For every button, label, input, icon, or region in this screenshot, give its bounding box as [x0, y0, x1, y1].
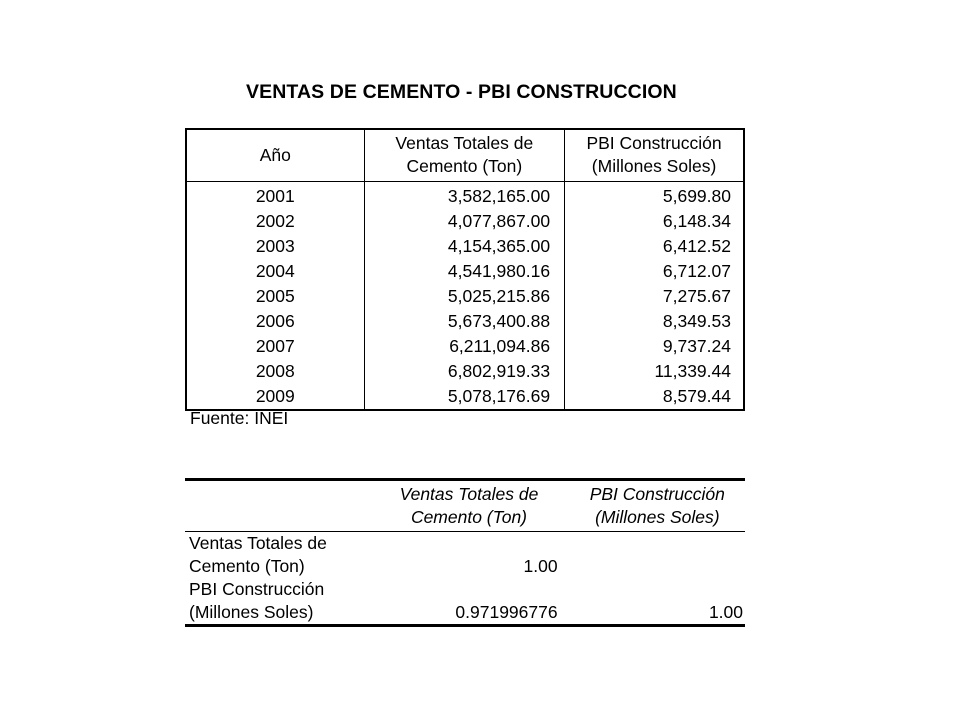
corr-row-label [185, 532, 368, 579]
corr-header-pbi-line1: PBI Construcción [589, 484, 725, 504]
sales-cell: 5,673,400.88 [364, 309, 565, 334]
table-row [186, 384, 744, 410]
year-cell: 2005 [186, 284, 364, 309]
sales-cell: 4,077,867.00 [364, 209, 565, 234]
table-row [185, 578, 745, 626]
header-year: Año [186, 129, 364, 181]
header-pbi [565, 129, 744, 181]
corr-row-label-line2: (Millones Soles) [189, 602, 314, 622]
corr-row-label-line2: Cemento (Ton) [189, 556, 305, 576]
table-row [186, 359, 744, 384]
pbi-cell: 6,712.07 [662, 260, 731, 281]
correlation-table [185, 478, 745, 627]
sales-cell: 5,025,215.86 [364, 284, 565, 309]
table-row [185, 532, 745, 579]
header-pbi-line1: PBI Construcción [586, 133, 722, 154]
corr-header-empty [185, 480, 368, 532]
year-cell: 2004 [186, 259, 364, 284]
table-row [186, 181, 744, 209]
pbi-cell: 8,349.53 [662, 310, 731, 331]
year-cell: 2006 [186, 309, 364, 334]
table-row [186, 284, 744, 309]
corr-header-pbi [570, 480, 745, 532]
sales-cell: 5,078,176.69 [364, 384, 565, 410]
corr-row-label-line1: Ventas Totales de [189, 533, 327, 553]
sales-cell: 6,802,919.33 [364, 359, 565, 384]
pbi-cell: 11,339.44 [654, 360, 731, 381]
year-cell: 2002 [186, 209, 364, 234]
corr-sales-cell: 1.00 [523, 556, 558, 576]
pbi-cell: 7,275.67 [662, 285, 731, 306]
correlation-table-header [185, 480, 745, 532]
year-cell: 2008 [186, 359, 364, 384]
sales-cell: 4,154,365.00 [364, 234, 565, 259]
corr-row-label [185, 578, 368, 626]
pbi-cell: 6,148.34 [662, 210, 731, 231]
pbi-cell: 6,412.52 [662, 235, 731, 256]
table-row [186, 234, 744, 259]
table-row [186, 309, 744, 334]
table-row [186, 209, 744, 234]
year-cell: 2009 [186, 384, 364, 410]
year-cell: 2001 [186, 181, 364, 209]
corr-pbi-cell [570, 532, 745, 579]
table-row [186, 334, 744, 359]
sales-cell: 6,211,094.86 [364, 334, 565, 359]
table-row [186, 259, 744, 284]
corr-pbi-cell: 1.00 [708, 602, 743, 622]
pbi-cell: 8,579.44 [662, 385, 731, 406]
sales-table [185, 128, 745, 411]
header-sales [364, 129, 565, 181]
source-note: Fuente: INEI [190, 408, 289, 428]
header-sales-line1: Ventas Totales de [395, 133, 534, 154]
corr-header-pbi-line2: (Millones Soles) [595, 507, 720, 527]
pbi-cell: 9,737.24 [662, 335, 731, 356]
sales-cell: 4,541,980.16 [364, 259, 565, 284]
corr-sales-cell: 0.971996776 [455, 602, 558, 622]
corr-header-sales-line1: Ventas Totales de [399, 484, 539, 504]
pbi-cell: 5,699.80 [662, 185, 731, 206]
page-title: VENTAS DE CEMENTO - PBI CONSTRUCCION [246, 81, 677, 103]
corr-header-sales [368, 480, 569, 532]
year-cell: 2007 [186, 334, 364, 359]
sales-cell: 3,582,165.00 [364, 181, 565, 209]
header-sales-line2: Cemento (Ton) [406, 156, 523, 177]
corr-row-label-line1: PBI Construcción [189, 579, 325, 599]
header-pbi-line2: (Millones Soles) [591, 156, 717, 177]
sales-table-header [186, 129, 744, 181]
year-cell: 2003 [186, 234, 364, 259]
corr-header-sales-line2: Cemento (Ton) [410, 507, 528, 527]
